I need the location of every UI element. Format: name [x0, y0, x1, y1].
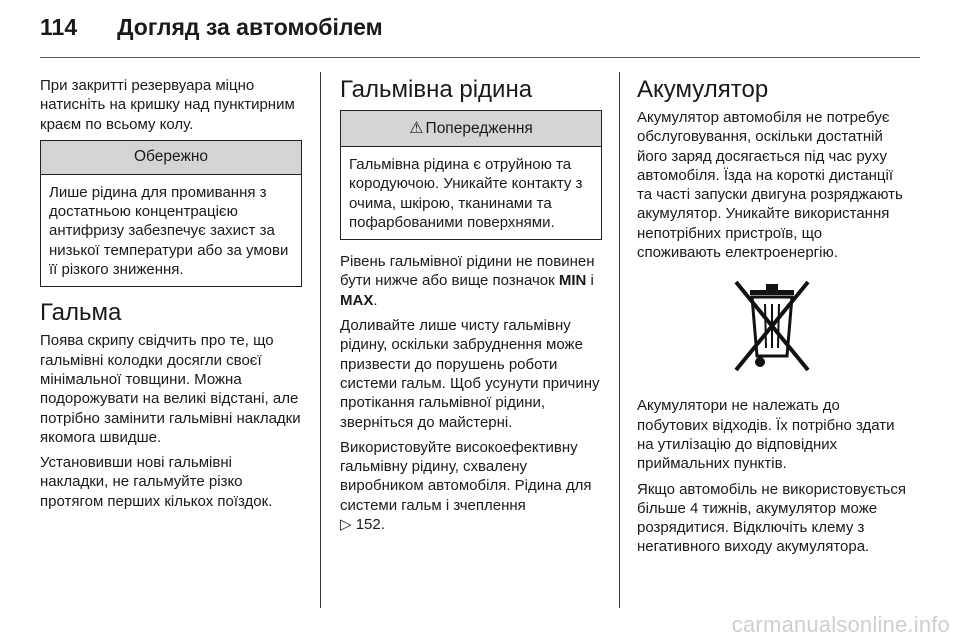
warning-box [340, 110, 602, 240]
min-mark: MIN [558, 272, 587, 290]
washer-reservoir-paragraph: При закритті резервуара міцно натисніть на кришку над пунктирним краєм по всьому колу. [40, 77, 295, 133]
battery-heading: Акумулятор [637, 76, 769, 103]
page-number: 114 [40, 14, 78, 40]
caution-box-title: Обережно [41, 141, 301, 175]
max-mark: MAX [340, 291, 374, 309]
page-title: Догляд за автомобілем [117, 14, 383, 40]
bin-symbol-container [637, 276, 907, 376]
column-left [40, 76, 302, 517]
fluid-level-text: Рівень гальмівної рідини не повинен бути нижче або вище позначок [340, 253, 595, 290]
crossed-out-wheelie-bin-icon [724, 276, 820, 376]
column-right [637, 76, 907, 563]
page-reference-arrow-icon: ▷ [340, 516, 352, 534]
column-middle [340, 76, 602, 540]
warning-box-title: Попередження [425, 120, 533, 137]
fluid-level-conjunction: і [586, 272, 594, 290]
fluid-spec-text: Використовуйте високоефективну гальмівну рідину, схвалену виробником автомобіля. Рідина для системи гальм і зчеплення [340, 438, 592, 514]
warning-triangle-icon: ⚠ [409, 120, 424, 137]
warning-box-body [341, 147, 601, 239]
brakes-paragraph-1: Поява скрипу свідчить про те, що гальмівні колодки досягли своєї мінімальної товщини. Можна подорожувати на великі відстані, але потрібно замінити гальмівні накладки якомога швидше. [40, 332, 301, 446]
caution-box-body [41, 175, 301, 286]
battery-paragraph-3: Якщо автомобіль не використовується більше 4 тижнів, акумулятор може розрядитися. Відключіть клему з негативного виходу акумулятора. [637, 480, 906, 556]
fluid-spec-paragraph [340, 438, 602, 534]
page-reference[interactable]: 152. [355, 516, 385, 534]
watermark: carmanualsonline.info [731, 612, 950, 637]
brake-fluid-heading: Гальмівна рідина [340, 76, 533, 103]
brakes-paragraph-2: Установивши нові гальмівні накладки, не гальмуйте різко протягом перших кількох поїздок. [40, 454, 273, 510]
clean-fluid-paragraph: Доливайте лише чисту гальмівну рідину, оскільки забруднення може призвести до порушень роботи системи гальм. Щоб усунути причину протікання гальмівної рідини, зверніться до майстерні. [340, 317, 600, 431]
header-rule [40, 57, 920, 58]
fluid-level-paragraph [340, 252, 602, 310]
battery-paragraph-2: Акумулятори не належать до побутових відходів. Їх потрібно здати на утилізацію до відповідних приймальних пунктів. [637, 397, 895, 473]
warning-box-header [341, 111, 601, 147]
warning-box-text: Гальмівна рідина є отруйною та кородуючою. Уникайте контакту з очима, шкірою, тканинами та пофарбованими поверхнями. [349, 156, 583, 231]
caution-box-text: Лише рідина для промивання з достатньою концентрацією антифризу забезпечує захист за низької температури або за умови її різкого зниження. [49, 183, 289, 279]
fluid-level-period: . [373, 291, 378, 309]
caution-box [40, 140, 302, 287]
column-divider [619, 72, 620, 608]
page-header [40, 14, 383, 54]
battery-paragraph-1: Акумулятор автомобіля не потребує обслуговування, оскільки достатній його заряд досягається під час руху автомобіля. Їзда на короткі дистанції та часті запуски двигуна розряджають акумулятор. Уникайте використання непотрібних пристроїв, що споживають електроенергію. [637, 109, 903, 262]
brakes-heading: Гальма [40, 299, 122, 327]
column-divider [320, 72, 321, 608]
